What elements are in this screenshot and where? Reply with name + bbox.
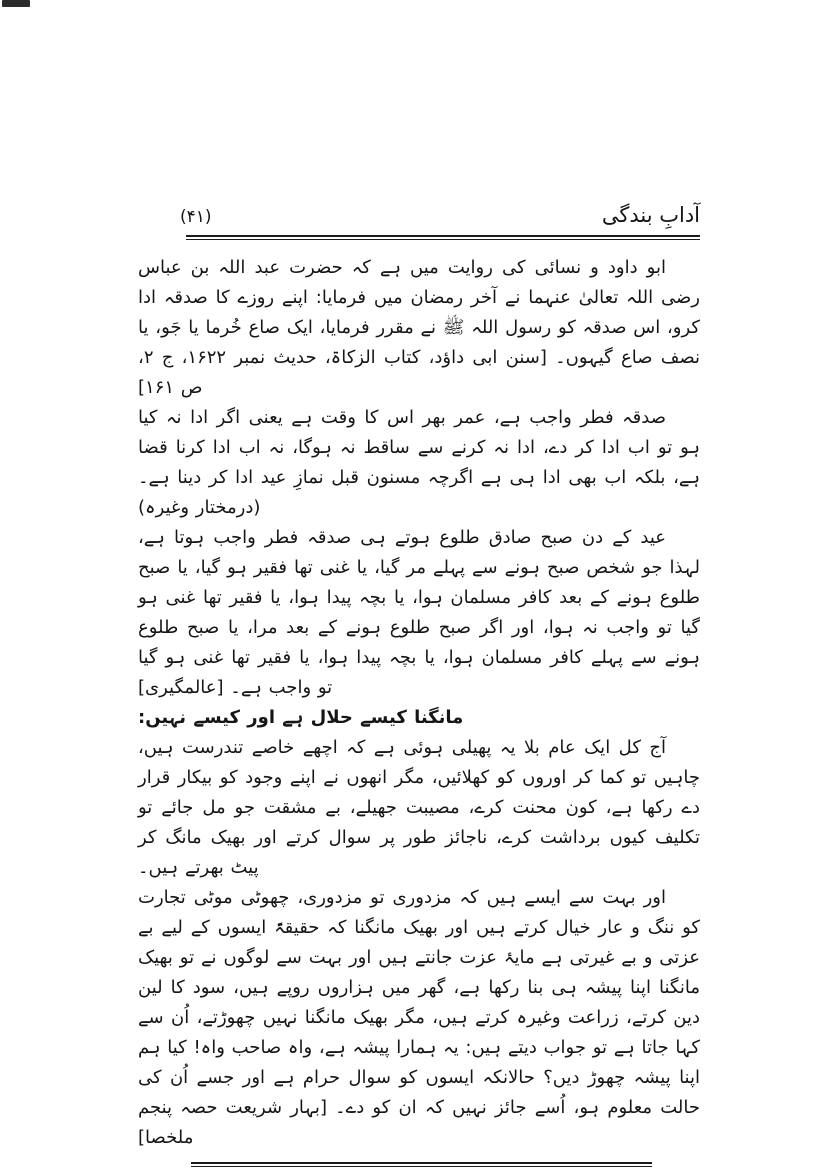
- paragraph-eid-subh-sadiq: عید کے دن صبح صادق طلوع ہوتے ہی صدقہ فطر واجب ہوتا ہے، لہذا جو شخص صبح ہونے سے پہلے مر گیا، یا غنی تھا فقیر ہو گیا، یا صبح طلوع ہونے کے بعد کافر مسلمان ہوا، یا بچہ پیدا ہوا، یا فقیر تھا غنی ہو گیا تو واجب نہ ہوا، اور اگر صبح طلوع ہونے کے بعد مرا، یا صبح طلوع ہونے سے پہلے کافر مسلمان ہوا، یا بچہ پیدا ہوا، یا فقیر تھا غنی ہو گیا تو واجب ہے۔ [عالمگیری]: [138, 527, 700, 698]
- book-page: [138, 200, 700, 1167]
- page-body: [138, 240, 700, 1153]
- section-heading: مانگنا کیسے حلال ہے اور کیسے نہیں:: [138, 707, 464, 728]
- book-title: آدابِ بندگی: [601, 203, 700, 227]
- paragraph-sadqa-fitr-wajib: صدقہ فطر واجب ہے، عمر بھر اس کا وقت ہے یعنی اگر ادا نہ کیا ہو تو اب ادا کر دے، ادا نہ کرنے سے ساقط نہ ہوگا، نہ اب ادا کرنا قضا ہے، بلکہ اب بھی ادا ہی ہے اگرچہ مسنون قبل نمازِ عید ادا کر دینا ہے۔ (درمختار وغیرہ): [138, 407, 700, 518]
- paragraph-begging-profession: اور بہت سے ایسے ہیں کہ مزدوری تو مزدوری، چھوٹی موٹی تجارت کو ننگ و عار خیال کرتے ہیں اور بھیک مانگنا کہ حقیقۃً ایسوں کے لیے بے عزتی و بے غیرتی ہے مایۂ عزت جانتے ہیں اور بہت سے لوگوں نے تو بھیک مانگنا اپنا پیشہ ہی بنا رکھا ہے، گھر میں ہزاروں روپے ہیں، سود کا لین دین کرتے، زراعت وغیرہ کرتے ہیں، مگر بھیک مانگنا نہیں چھوڑتے، اُن سے کہا جاتا ہے تو جواب دیتے ہیں: یہ ہمارا پیشہ ہے، واہ صاحب واہ! کیا ہم اپنا پیشہ چھوڑ دیں؟ حالانکہ ایسوں کو سوال حرام ہے اور جسے اُن کی حالت معلوم ہو، اُسے جائز نہیں کہ ان کو دے۔ [بہار شریعت حصہ پنجم ملخصا]: [138, 887, 700, 1148]
- page-number: (۴۱): [180, 207, 212, 227]
- paragraph-begging-habit: آج کل ایک عام بلا یہ پھیلی ہوئی ہے کہ اچھے خاصے تندرست ہیں، چاہیں تو کما کر اوروں کو کھلائیں، مگر انھوں نے اپنے وجود کو بیکار قرار دے رکھا ہے، کون محنت کرے، مصیبت جھیلے، بے مشقت جو مل جائے تو تکلیف کیوں برداشت کرے، ناجائز طور پر سوال کرتے اور بھیک مانگ کر پیٹ بھرتے ہیں۔: [138, 737, 700, 878]
- scan-artifact-mark: [2, 0, 30, 7]
- paragraph-fitr-hadith: ابو داود و نسائی کی روایت میں ہے کہ حضرت عبد اللہ بن عباس رضی اللہ تعالیٰ عنہما نے آخر رمضان میں فرمایا: اپنے روزے کا صدقہ ادا کرو، اس صدقہ کو رسول اللہ ﷺ نے مقرر فرمایا، ایک صاع خُرما یا جَو، یا نصف صاع گیہوں۔ [سنن ابی داؤد، کتاب الزکاۃ، حدیث نمبر ۱۶۲۲، ج ۲، ص ۱۶۱]: [138, 257, 700, 398]
- footer-rule-divider: [191, 1162, 652, 1167]
- page-header: [138, 200, 700, 235]
